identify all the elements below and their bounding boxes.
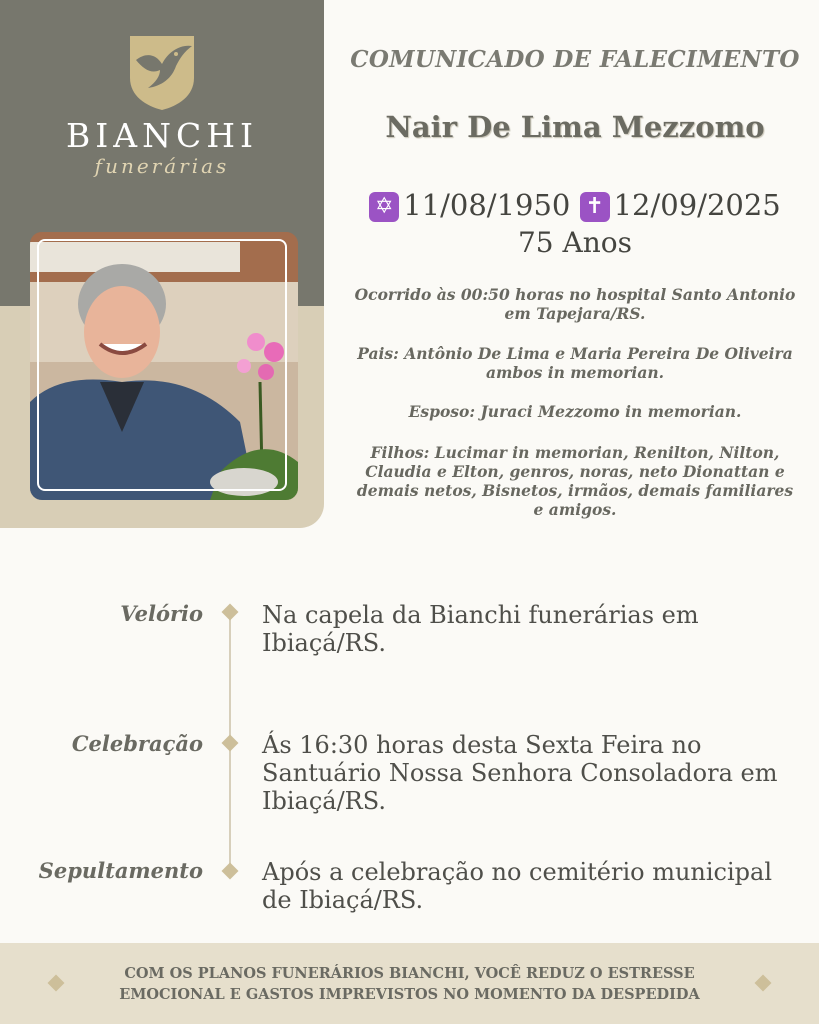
event-label-sepultamento: Sepultamento bbox=[38, 858, 203, 883]
event-text-celebracao: Ás 16:30 horas desta Sexta Feira no Santuário Nossa Senhora Consoladora em Ibiaçá/RS. bbox=[262, 731, 778, 815]
event-label-velorio: Velório bbox=[120, 601, 203, 626]
death-date: 12/09/2025 bbox=[613, 188, 781, 222]
spouse-text: Esposo: Juraci Mezzomo in memorian. bbox=[408, 402, 742, 421]
dove-shield-icon bbox=[126, 34, 198, 112]
footer-line-1: COM OS PLANOS FUNERÁRIOS BIANCHI, VOCÊ REDUZ O ESTRESSE bbox=[124, 965, 695, 982]
timeline-diamond bbox=[222, 735, 239, 752]
photo-frame bbox=[37, 239, 287, 491]
timeline-diamond bbox=[222, 604, 239, 621]
parents-text: Pais: Antônio De Lima e Maria Pereira De Oliveira ambos in memorian. bbox=[357, 344, 793, 382]
age: 75 Anos bbox=[517, 226, 632, 259]
timeline-diamond bbox=[222, 863, 239, 880]
footer-line-2: EMOCIONAL E GASTOS IMPREVISTOS NO MOMENTO DA DESPEDIDA bbox=[119, 986, 700, 1003]
deceased-name: Nair De Lima Mezzomo bbox=[385, 110, 765, 144]
brand-subtitle: funerárias bbox=[94, 154, 230, 178]
brand-name: BIANCHI bbox=[65, 116, 259, 155]
birth-date: 11/08/1950 bbox=[403, 188, 571, 222]
notice-title: COMUNICADO DE FALECIMENTO bbox=[350, 46, 800, 73]
footer-text bbox=[80, 963, 739, 1005]
event-text-sepultamento: Após a celebração no cemitério municipal de Ibiaçá/RS. bbox=[262, 858, 773, 914]
occurrence-text: Ocorrido às 00:50 horas no hospital Santo Antonio em Tapejara/RS. bbox=[354, 285, 796, 323]
event-text-velorio: Na capela da Bianchi funerárias em Ibiaçá/RS. bbox=[262, 601, 699, 657]
event-label-celebracao: Celebração bbox=[71, 731, 203, 756]
children-text: Filhos: Lucimar in memorian, Renilton, Nilton, Claudia e Elton, genros, noras, neto Dionattan e demais netos, Bisnetos, irmãos, demais familiares e amigos. bbox=[356, 443, 794, 519]
star-of-david-icon: ✡ bbox=[369, 192, 399, 222]
dates-line bbox=[340, 188, 810, 222]
cross-icon: ✝ bbox=[580, 192, 610, 222]
